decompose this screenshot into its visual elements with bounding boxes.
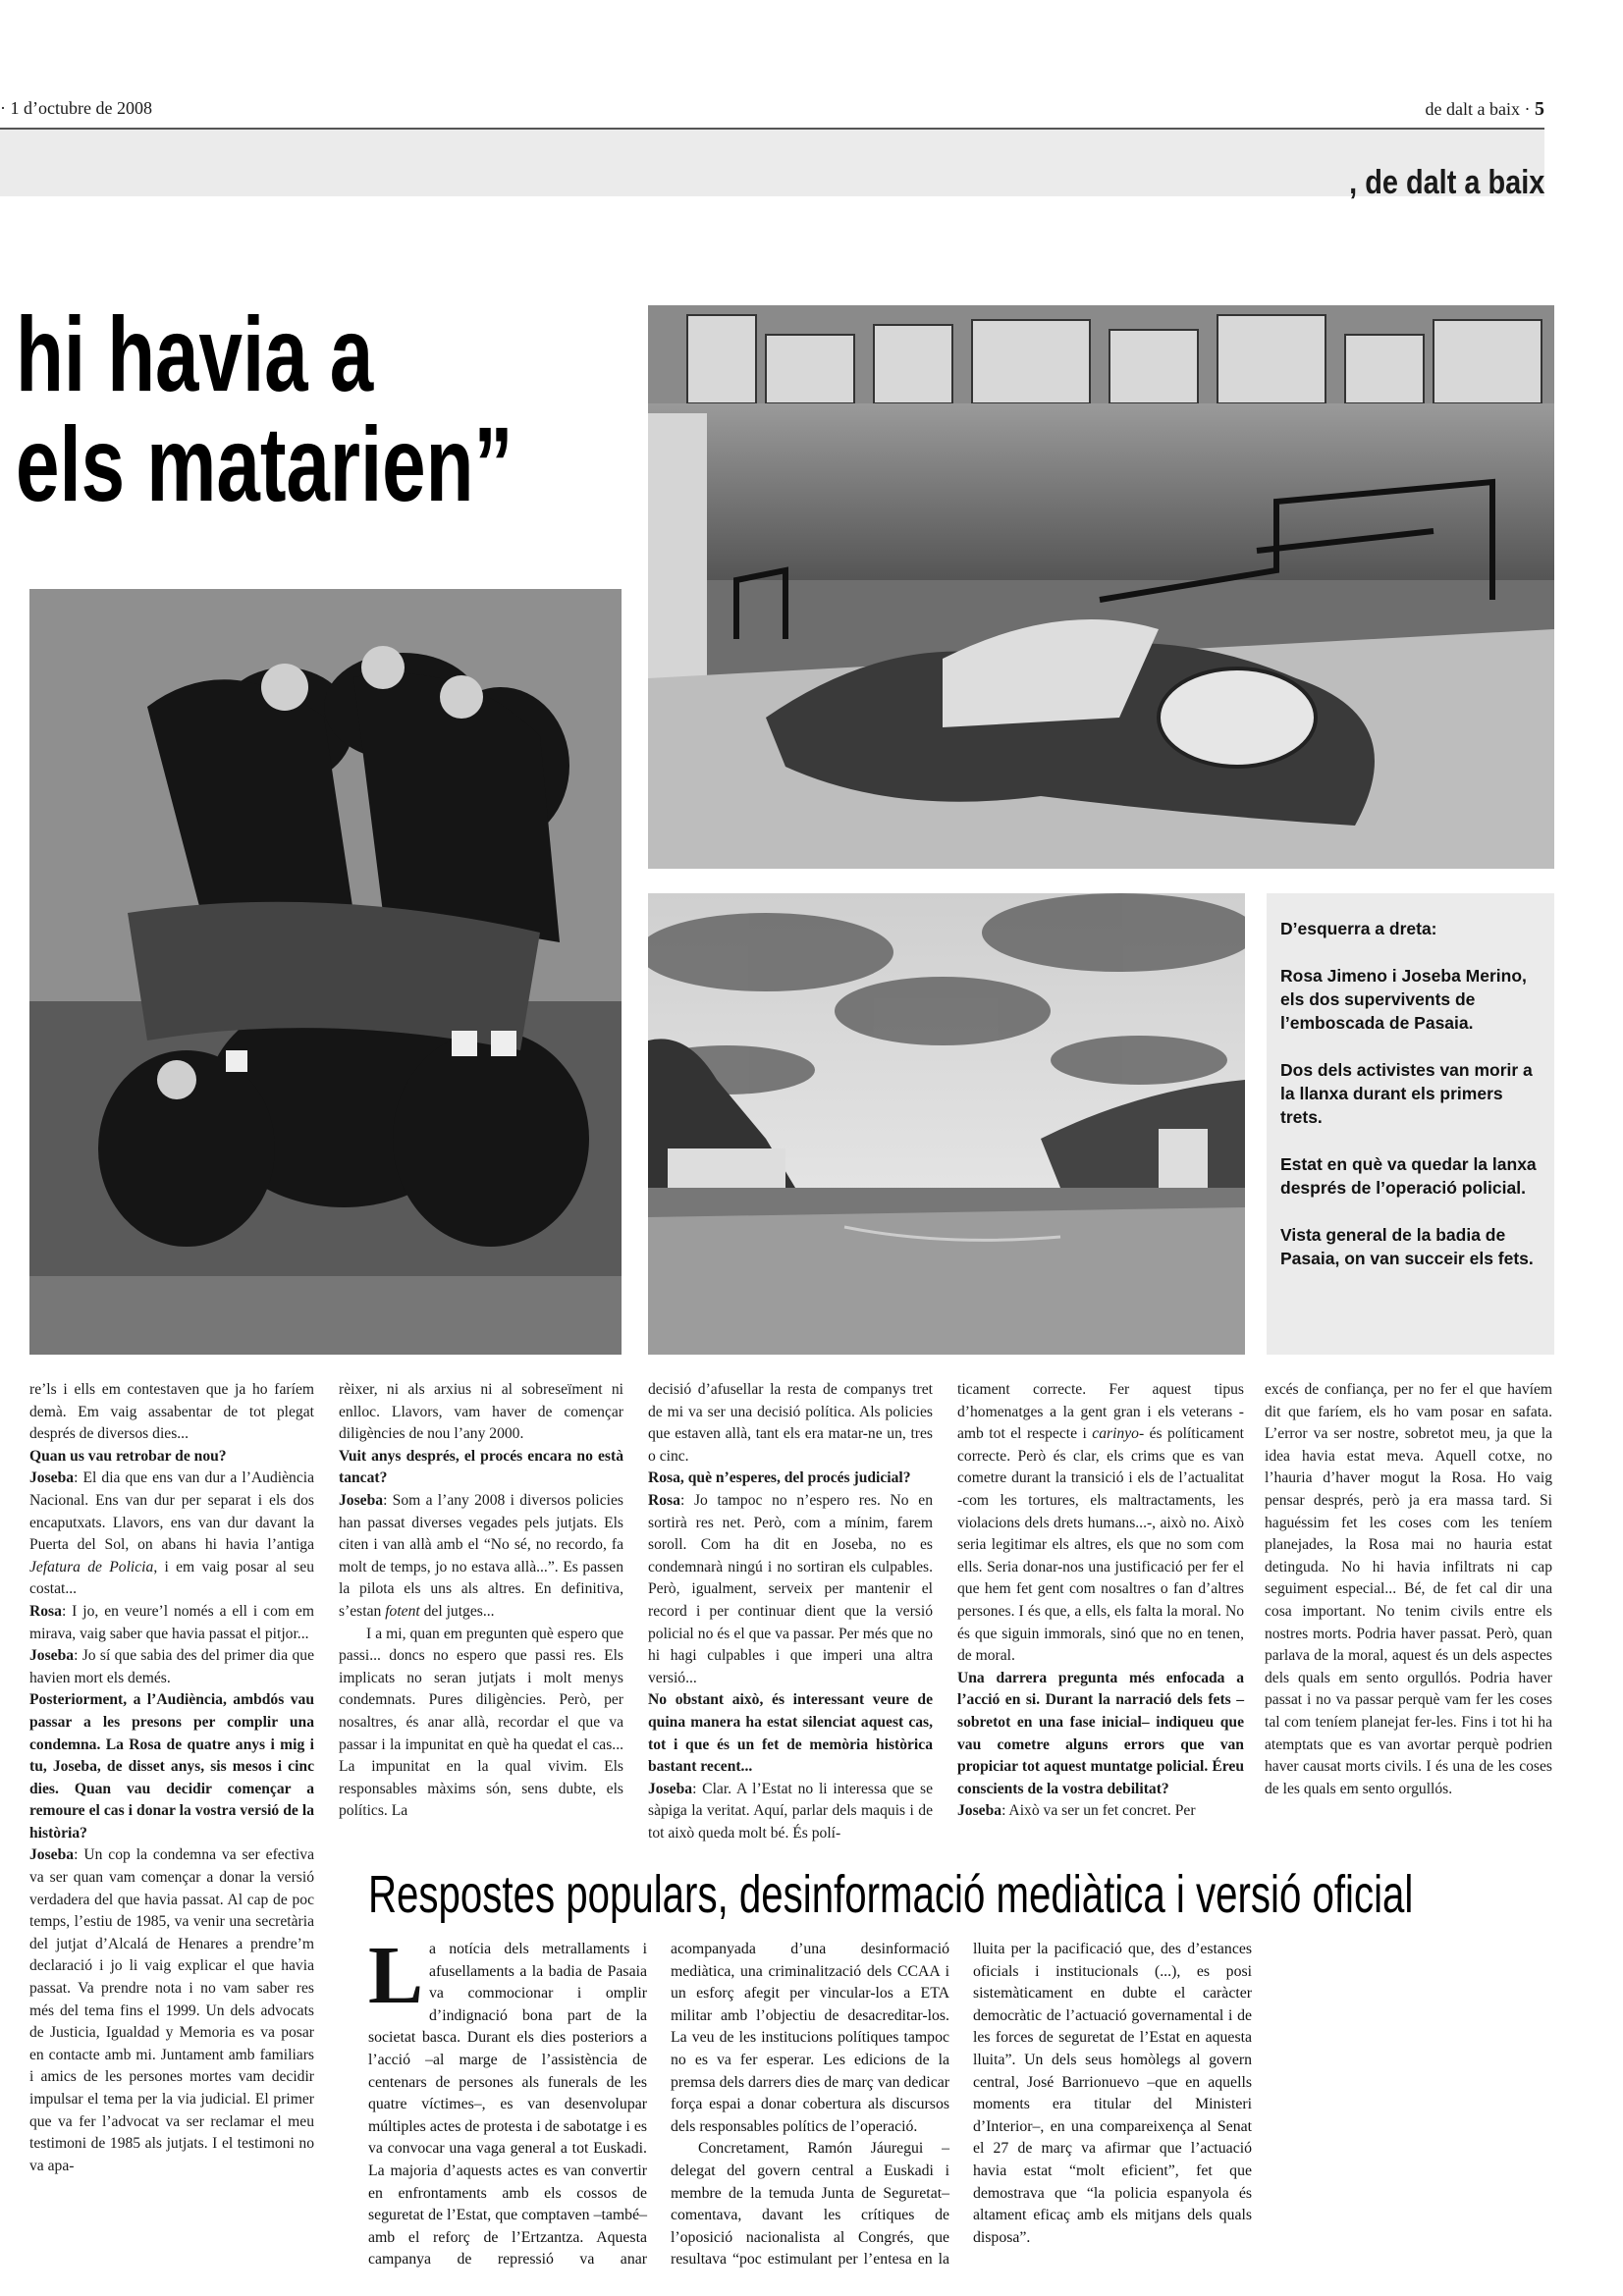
interview-column-3	[648, 1379, 933, 1844]
paragraph-text: ticament correcte. Fer aquest tipus d’homenatges a la gent gran i els veterans -amb tot el respecte i	[957, 1381, 1244, 1443]
answer-text: : Som a l’any 2008 i diversos policies han passat diverses vegades pels jutjats. Els citen i van allà amb el “No sé, no recordo, fa molt de temps, jo no estava allà...”. Es passen la pilota els uns als altres. En definitiva, s’estan	[339, 1491, 623, 1620]
answer	[29, 1645, 314, 1689]
speaker: Joseba	[29, 1469, 75, 1487]
caption-item: Estat en què va quedar la lanxa després de l’operació policial.	[1280, 1154, 1537, 1198]
answer-italic: fotent	[385, 1602, 420, 1620]
question: Vuit anys després, el procés encara no està tancat?	[339, 1447, 623, 1487]
paragraph: rèixer, ni als arxius ni al sobreseïment ni enlloc. Llavors, vam haver de començar diligències de nou l’any 2000.	[339, 1381, 623, 1443]
answer-text: : Jo sí que sabia des del primer dia que havien mort els demés.	[29, 1647, 314, 1686]
speaker: Joseba	[957, 1802, 1002, 1820]
paragraph: decisió d’afusellar la resta de companys tret de mi va ser una decisió política. Als policies que estaven allà, tant els era matar-ne un, tres o cinc.	[648, 1381, 933, 1465]
photo-boat-wreck	[648, 305, 1554, 869]
running-header	[1426, 98, 1544, 121]
interview-column-2	[339, 1379, 623, 1823]
photo-pasaia-bay	[648, 893, 1245, 1355]
page-headline	[16, 294, 514, 523]
paragraph: I a mi, quan em pregunten què espero que passi... doncs no espero que passi res. Els implicats no seran jutjats i molt menys condemnats. Pures diligències. Però, per nosaltres, és anar allà, recordar el que va passar i la impunitat en què ha quedat el cas... La impunitat en la qual vivim. Els responsables màxims són, sens dubte, els polítics. La	[339, 1625, 623, 1820]
photo-divers	[29, 589, 622, 1355]
article-title: Respostes populars, desinformació mediàtica i versió oficial	[368, 1865, 1414, 1924]
page-number: 5	[1535, 98, 1544, 120]
paragraph	[957, 1379, 1244, 1668]
question: Rosa, què n’esperes, del procés judicial?	[648, 1469, 911, 1487]
caption-item: Vista general de la badia de Pasaia, on van succeir els fets.	[1280, 1225, 1534, 1268]
answer	[648, 1779, 933, 1845]
section-label: de dalt a baix ·	[1425, 99, 1531, 119]
article-paragraph: Concretament, Ramón Jáuregui –delegat del govern central a Euskadi i membre de la temuda Junta de Seguretat– comentava, davant les crítiques de l’oposició nacionalista al Congrés, que resultava “poc estimulant per l’entesa en la lluita per la pacificació que, des d’estances oficials i institucionals (...), es posi sistemàticament en dubte el caràcter democràtic de l’actuació governamental i de les forces de seguretat de l’Estat en aquesta lluita”. Un dels seus homòlegs al govern central, José Barrionuevo –que en aquells moments era titular del Ministeri d’Interior–, en una compareixença al Senat el 27 de març va afirmar que l’actuació havia estat “molt eficient”, fet que demostrava que “la policia espanyola és altament eficaç amb els mitjans dels quals disposa”.	[671, 1941, 1252, 2269]
paragraph-text: a notícia dels metrallaments i afusellaments a la badia de Pasaia va commocionar i omplir d’indignació bona part de la societat basca. Durant els dies posteriors a l’acció –al marge de l’assistència de centenars de persones als funerals de les quatre víctimes–, es van desenvolupar múltiples actes de protesta i de sabotatge i es va convocar una vaga general a tot Euskadi. La majoria d’aquests actes es van convertir en enfrontaments amb els cossos de seguretat de l’Estat, que comptaven –també– amb el reforç de l’Ertzantza. Aquesta campanya de repressió va anar acompanyada d’una desinformació mediàtica, una criminalització dels CCAA i un esforç afegit per vincular-los a ETA militar amb l’objectiu de desacreditar-los. La veu de les institucions polítiques tampoc no es va fer esperar. Les edicions de la premsa dels darrers dies de març van dedicar força espai a donar cobertura als discursos dels responsables polítics de l’operació.	[368, 1941, 949, 2269]
headline-line-1: hi havia a	[16, 294, 374, 413]
section-title: , de dalt a baix	[1348, 164, 1544, 201]
paragraph-italic: carinyo	[1092, 1425, 1139, 1443]
dropcap: L	[368, 1930, 424, 2021]
answer	[29, 1844, 314, 2177]
article-body	[368, 1930, 1554, 2272]
answer-text: : Jo tampoc no n’espero res. No en sortirà res net. Però, com a mínim, farem soroll. Com ha dit en Joseba, no es condemnarà ningú i no sortiran els culpables. Però, igualment, serveix per mantenir el record i per continuar dient que la versió policial no és el que va passar. Per més que no hi hagi culpables i que imperi una altra versió...	[648, 1491, 933, 1686]
answer	[648, 1490, 933, 1689]
question: Posteriorment, a l’Audiència, ambdós vau passar a les presons per complir una condemna. La Rosa de quatre anys i mig i tu, Joseba, de disset anys, sis mesos i cinc dies. Quan vau decidir començar a remoure el cas i donar la vostra versió de la història?	[29, 1691, 314, 1842]
headline-line-2: els matarien”	[16, 404, 514, 523]
interview-column-1	[29, 1379, 314, 2177]
question: Una darrera pregunta més enfocada a l’acció en si. Durant la narració dels fets –sobretot en una fase inicial– indiqueu que vau cometre alguns errors que van propiciar tot aquest muntatge policial. Éreu conscients de la vostra debilitat?	[957, 1669, 1244, 1797]
paragraph-text: - és políticament correcte. Però és clar, els crims que es van cometre durant la transició i els de l’actualitat -com les tortures, els maltractaments, les violacions dels drets humans...-, això no. Això seria legitimar els altres, els que no som com ells. Seria donar-nos una justificació per fer el que hem fet gent com nosaltres o fan d’altres persones. I és que, a ells, els falta la moral. No és que siguin immorals, sinó que no en tenen, de moral.	[957, 1425, 1244, 1665]
speaker: Joseba	[29, 1647, 75, 1665]
issue-date: · 1 d’octubre de 2008	[0, 98, 152, 118]
answer-text: : Un cop la condemna va ser efectiva va ser quan vam començar a donar la versió verdadera del que havia passat. Al cap de poc temps, l’estiu de 1985, va venir una secretària del jutjat d’Alcalá de Henares a prendre’m declaració i jo li vaig explicar el que havia passat. Va prendre nota i no vam saber res més del tema fins el 1999. Un dels advocats de Justicia, Igualdad y Memoria es va posar en contacte amb mi. Juntament amb familiars i amics de les persones mortes vam decidir impulsar el tema per la via judicial. El primer que va fer l’advocat va ser reclamar el meu testimoni de 1985 als jutjats. I el testimoni no va apa-	[29, 1846, 314, 2174]
answer-text: : Clar. A l’Estat no li interessa que se sàpiga la veritat. Aquí, parlar dels maquis i de tot això queda molt bé. És polí-	[648, 1780, 933, 1842]
question: No obstant això, és interessant veure de quina manera ha estat silenciat aquest cas, tot i que és un fet de memòria històrica bastant recent...	[648, 1691, 933, 1776]
answer-text: : El dia que ens van dur a l’Audiència Nacional. Ens van dur per separat i els dos encaputxats. Llavors, ens van dur davant la Puerta del Sol, on abans hi havia l’antiga	[29, 1469, 314, 1554]
question: Quan us vau retrobar de nou?	[29, 1447, 227, 1465]
caption-item: Dos dels activistes van morir a la llanxa durant els primers trets.	[1280, 1060, 1533, 1127]
answer	[29, 1468, 314, 1601]
answer-text: : I jo, en veure’l només a ell i com em mirava, vaig saber que havia passat el pitjor...	[29, 1602, 314, 1642]
interview-column-5	[1265, 1379, 1552, 1800]
caption-item: Rosa Jimeno i Joseba Merino, els dos supervivents de l’emboscada de Pasaia.	[1280, 966, 1527, 1033]
answer-text: del jutges...	[419, 1602, 495, 1620]
paragraph: excés de confiança, per no fer el que havíem dit que faríem, els ho vam posar en safata. L’error va ser nostre, sobretot meu, ja que la idea havia estat meva. Aquell cotxe, no l’hauria d’haver mogut la Rosa. Ho vaig pensar després, però ja era massa tard. Si haguéssim fet les coses com les teníem planejades, la Rosa mai no hauria estat detinguda. No hi havia infiltrats ni cap seguiment especial... Bé, de fet cal dir una cosa important. No tenim civils entre els nostres morts. Podria haver passat. Però, quan parlava de la moral, aquest és un dels aspectes dels quals em sento orgullós. Podria haver passat i no va passar perquè vam fer les coses tal com teníem planejat fer-les. Fins i tot hi ha atemptats que es van avortar perquè podrien haver causat morts civils. I és una de les coses de les quals em sento orgullós.	[1265, 1381, 1552, 1797]
answer-text: , i em vaig posar al seu costat...	[29, 1558, 314, 1598]
paragraph: re’ls i ells em contestaven que ja ho faríem demà. Em vaig assabentar de tot plegat després de diversos dies...	[29, 1381, 314, 1443]
speaker: Joseba	[339, 1491, 384, 1509]
answer	[339, 1490, 623, 1624]
speaker: Rosa	[648, 1491, 680, 1509]
speaker: Rosa	[29, 1602, 62, 1620]
speaker: Joseba	[648, 1780, 693, 1797]
answer-text: : Això va ser un fet concret. Per	[1001, 1802, 1196, 1820]
section-band	[0, 130, 1544, 196]
speaker: Joseba	[29, 1846, 75, 1864]
photo-caption	[1267, 893, 1554, 1355]
answer-italic: Jefatura de Policia	[29, 1558, 154, 1575]
interview-column-4	[957, 1379, 1244, 1823]
caption-intro: D’esquerra a dreta:	[1280, 919, 1437, 938]
answer	[957, 1800, 1244, 1823]
answer	[29, 1601, 314, 1645]
